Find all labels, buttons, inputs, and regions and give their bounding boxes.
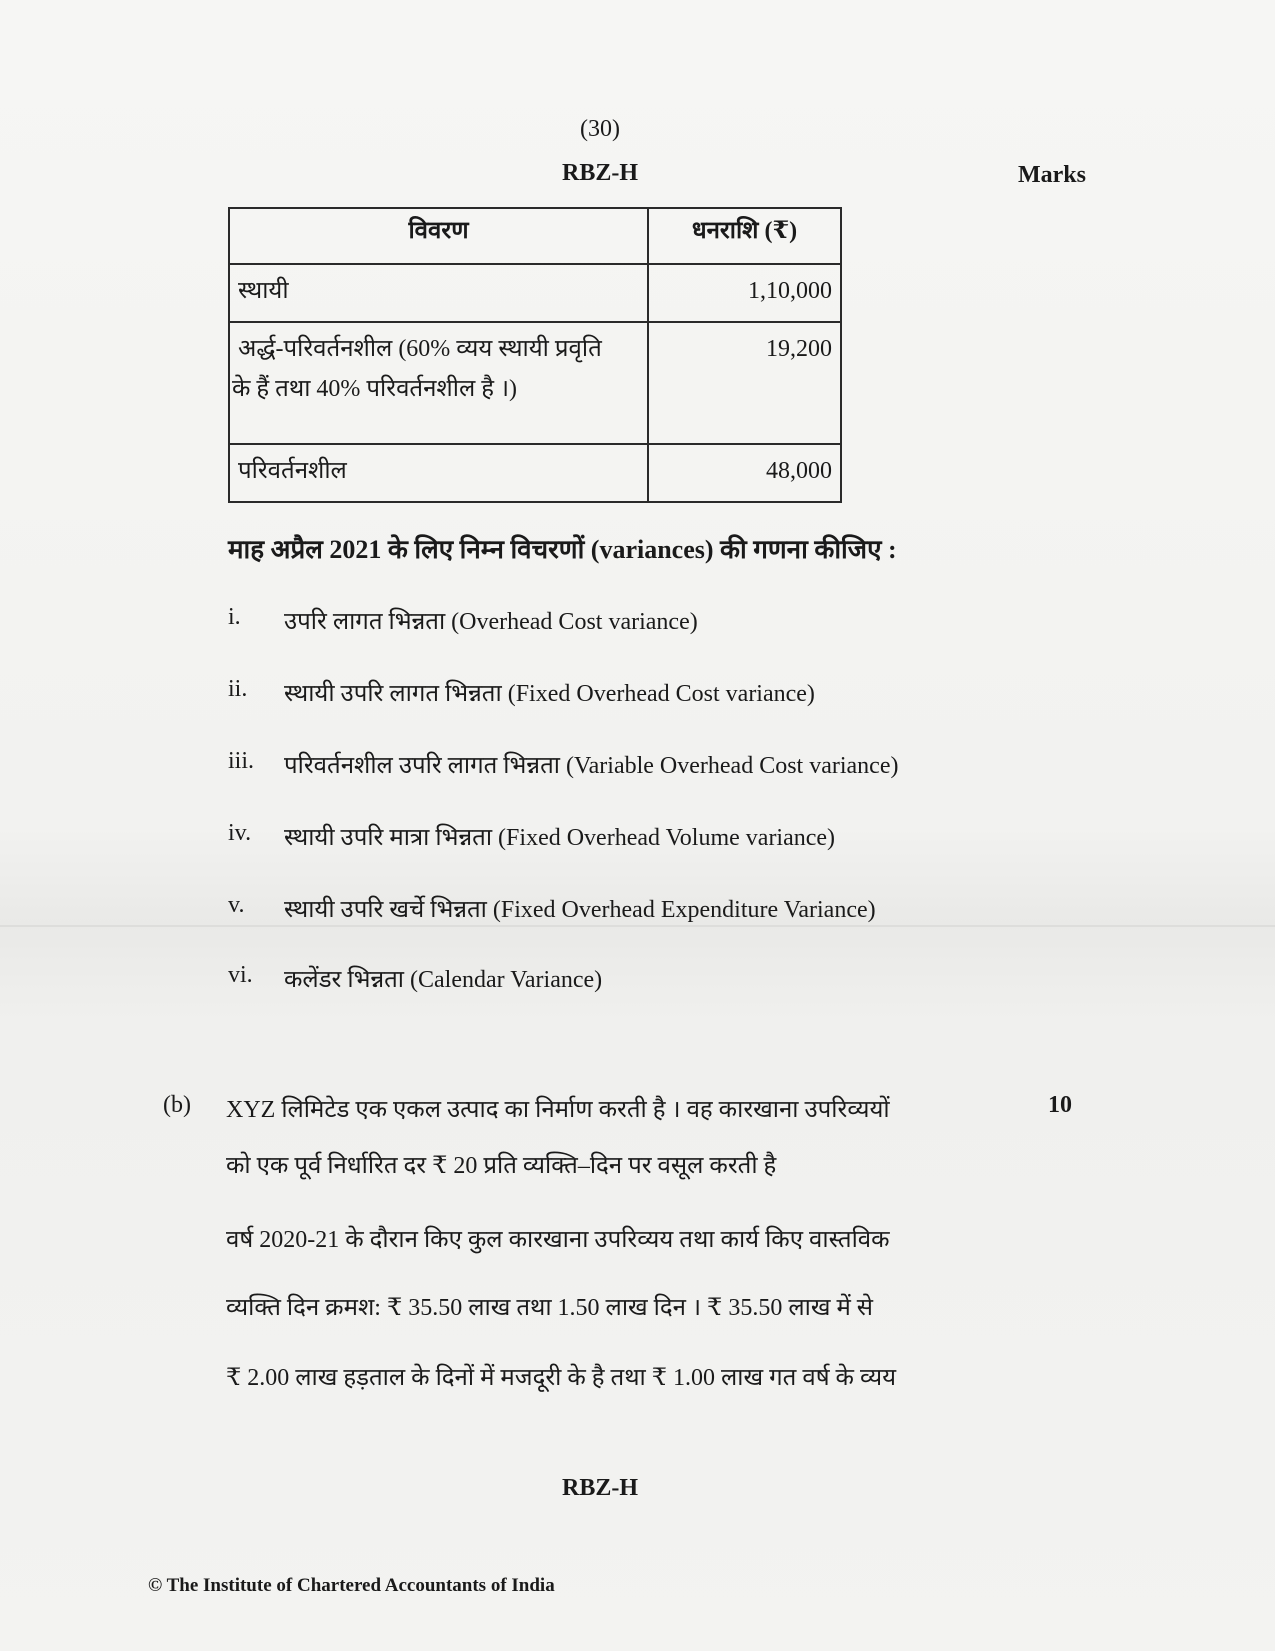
table-cell-description: परिवर्तनशील [229, 444, 648, 502]
list-item-text: कलेंडर भिन्नता (Calendar Variance) [284, 967, 603, 993]
table-cell-description: स्थायी [229, 264, 648, 322]
list-item-number: ii. [228, 676, 248, 702]
list-item-number: iii. [228, 748, 255, 774]
list-item-number: v. [228, 892, 245, 918]
page-number: (30) [580, 116, 620, 142]
list-item-text: उपरि लागत भिन्नता (Overhead Cost variance) [284, 609, 698, 635]
paper-code-header: RBZ-H [561, 160, 638, 186]
table-header-amount: धनराशि (₹) [648, 208, 841, 264]
list-item-number: i. [228, 604, 241, 630]
list-item-number: vi. [228, 962, 253, 988]
list-item-number: iv. [228, 820, 252, 846]
paper-code-footer: RBZ-H [561, 1475, 638, 1501]
question-text-line: व्यक्ति दिन क्रमश: ₹ 35.50 लाख तथा 1.50 लाख दिन । ₹ 35.50 लाख में से [226, 1295, 874, 1321]
table-row [229, 444, 841, 502]
question-text-line: XYZ लिमिटेड एक एकल उत्पाद का निर्माण करती है । वह कारखाना उपरिव्ययों [226, 1097, 890, 1123]
table-cell-description [229, 322, 648, 444]
list-item-text: स्थायी उपरि लागत भिन्नता (Fixed Overhead Cost variance) [284, 681, 815, 707]
copyright-notice: © The Institute of Chartered Accountants of India [148, 1575, 555, 1596]
question-instruction: माह अप्रैल 2021 के लिए निम्न विचरणों (variances) की गणना कीजिए : [228, 535, 897, 564]
table-cell-amount: 48,000 [648, 444, 841, 502]
scan-shadow-band [0, 925, 1275, 927]
question-part-label: (b) [163, 1092, 191, 1118]
table-cell-description-line: अर्द्ध-परिवर्तनशील (60% व्यय स्थायी प्रवृति [238, 336, 602, 362]
list-item-text: परिवर्तनशील उपरि लागत भिन्नता (Variable Overhead Cost variance) [284, 753, 899, 779]
table-cell-amount: 1,10,000 [648, 264, 841, 322]
question-text-line: को एक पूर्व निर्धारित दर ₹ 20 प्रति व्यक्ति–दिन पर वसूल करती है [226, 1153, 777, 1179]
question-text-line: वर्ष 2020-21 के दौरान किए कुल कारखाना उपरिव्यय तथा कार्य किए वास्तविक [226, 1227, 890, 1253]
marks-column-label: Marks [1018, 162, 1086, 188]
table-row [229, 322, 841, 444]
table-header-row [229, 208, 841, 264]
list-item-text: स्थायी उपरि खर्चे भिन्नता (Fixed Overhead Expenditure Variance) [284, 897, 876, 923]
table-row [229, 264, 841, 322]
question-text-line: ₹ 2.00 लाख हड़ताल के दिनों में मजदूरी के है तथा ₹ 1.00 लाख गत वर्ष के व्यय [226, 1365, 897, 1391]
list-item-text: स्थायी उपरि मात्रा भिन्नता (Fixed Overhead Volume variance) [284, 825, 836, 851]
table-cell-description-line: के हैं तथा 40% परिवर्तनशील है ।) [232, 376, 518, 402]
question-part-marks: 10 [1048, 1092, 1072, 1118]
overhead-budget-table [228, 207, 842, 503]
table-cell-amount: 19,200 [648, 322, 841, 444]
table-header-description: विवरण [229, 208, 648, 264]
